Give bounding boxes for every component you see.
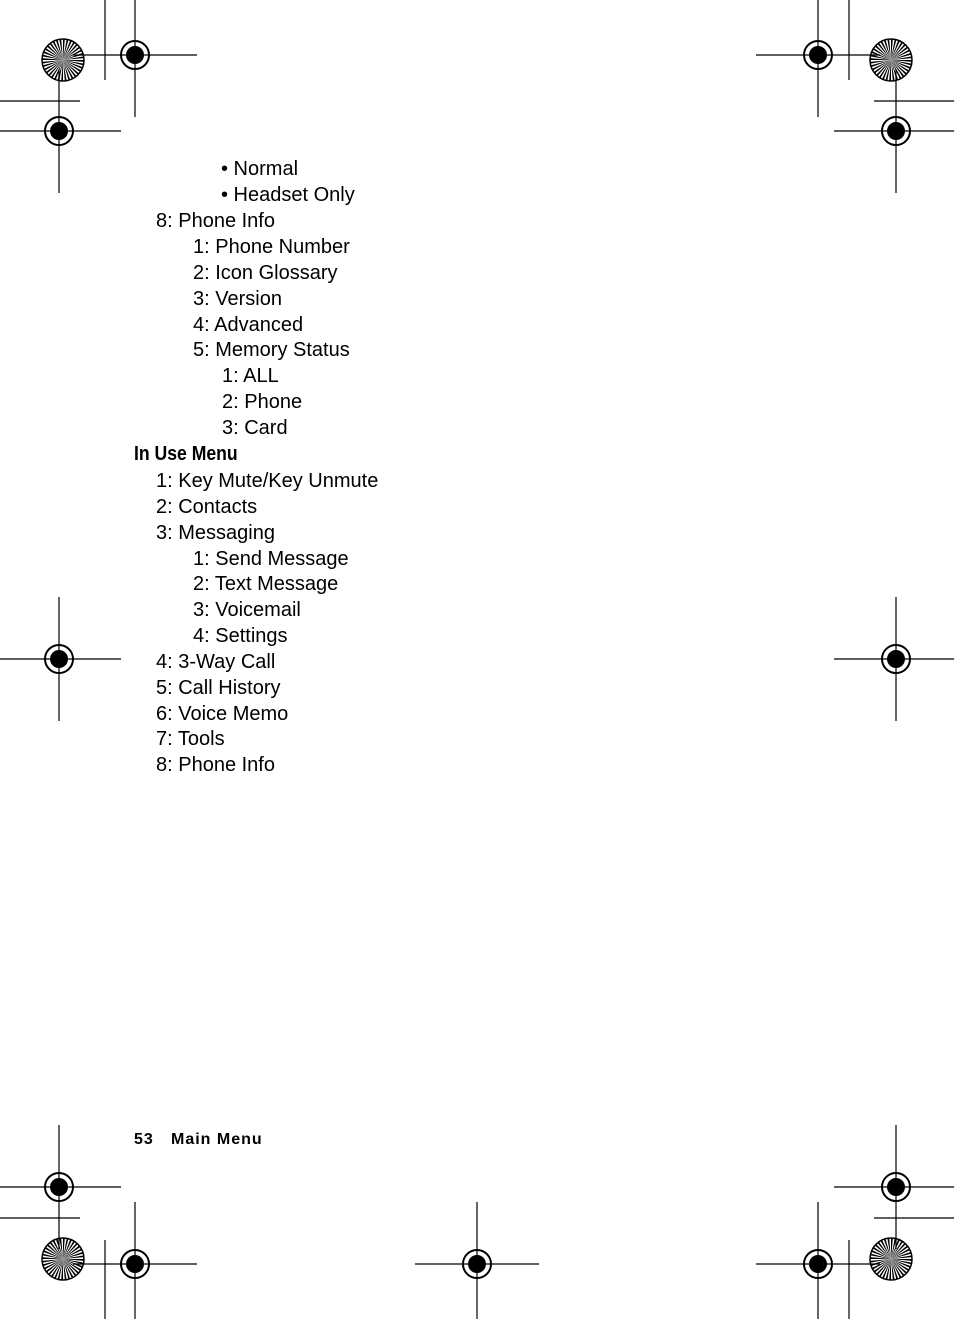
in-use-line-send-message: 1: Send Message [193,548,349,570]
menu-line-phone-number: 1: Phone Number [193,236,350,258]
crosshair-mark [834,597,954,721]
menu-line-advanced: 4: Advanced [193,314,304,336]
menu-line-icon-glossary: 2: Icon Glossary [193,262,338,284]
menu-line-phone-info: 8: Phone Info [156,210,275,232]
in-use-line-3-way-call: 4: 3-Way Call [156,651,276,673]
in-use-line-tools: 7: Tools [156,728,225,750]
crosshair-mark [0,597,121,721]
crosshair-mark [0,1125,121,1249]
in-use-line-settings: 4: Settings [193,625,288,647]
in-use-line-call-history: 5: Call History [156,677,281,699]
starburst-mark [870,1238,912,1280]
crosshair-mark [0,69,121,193]
menu-line-headset-only: • Headset Only [221,184,355,206]
menu-line-card: 3: Card [222,417,288,439]
starburst-mark [870,39,912,81]
crosshair-mark [834,69,954,193]
menu-line-version: 3: Version [193,288,282,310]
in-use-line-phone-info: 8: Phone Info [156,754,275,776]
in-use-line-voice-memo: 6: Voice Memo [156,703,289,725]
menu-line-all: 1: ALL [222,365,279,387]
in-use-menu-heading: In Use Menu [134,443,238,465]
menu-line-memory-status: 5: Memory Status [193,339,350,361]
footer-section-title: Main Menu [171,1131,263,1148]
crosshair-mark [73,0,197,117]
in-use-line-contacts: 2: Contacts [156,496,258,518]
in-use-line-text-message: 2: Text Message [193,573,339,595]
starburst-mark [42,39,84,81]
in-use-line-messaging: 3: Messaging [156,522,275,544]
crosshair-mark [756,0,880,117]
crosshair-mark [756,1202,880,1319]
crosshair-mark [834,1125,954,1249]
in-use-line-key-mute: 1: Key Mute/Key Unmute [156,470,379,492]
menu-line-phone: 2: Phone [222,391,303,413]
in-use-line-voicemail: 3: Voicemail [193,599,301,621]
crosshair-mark [73,1202,197,1319]
menu-line-normal: • Normal [221,158,299,180]
crosshair-mark [415,1202,539,1319]
footer-page-number: 53 [134,1131,154,1148]
starburst-mark [42,1238,84,1280]
